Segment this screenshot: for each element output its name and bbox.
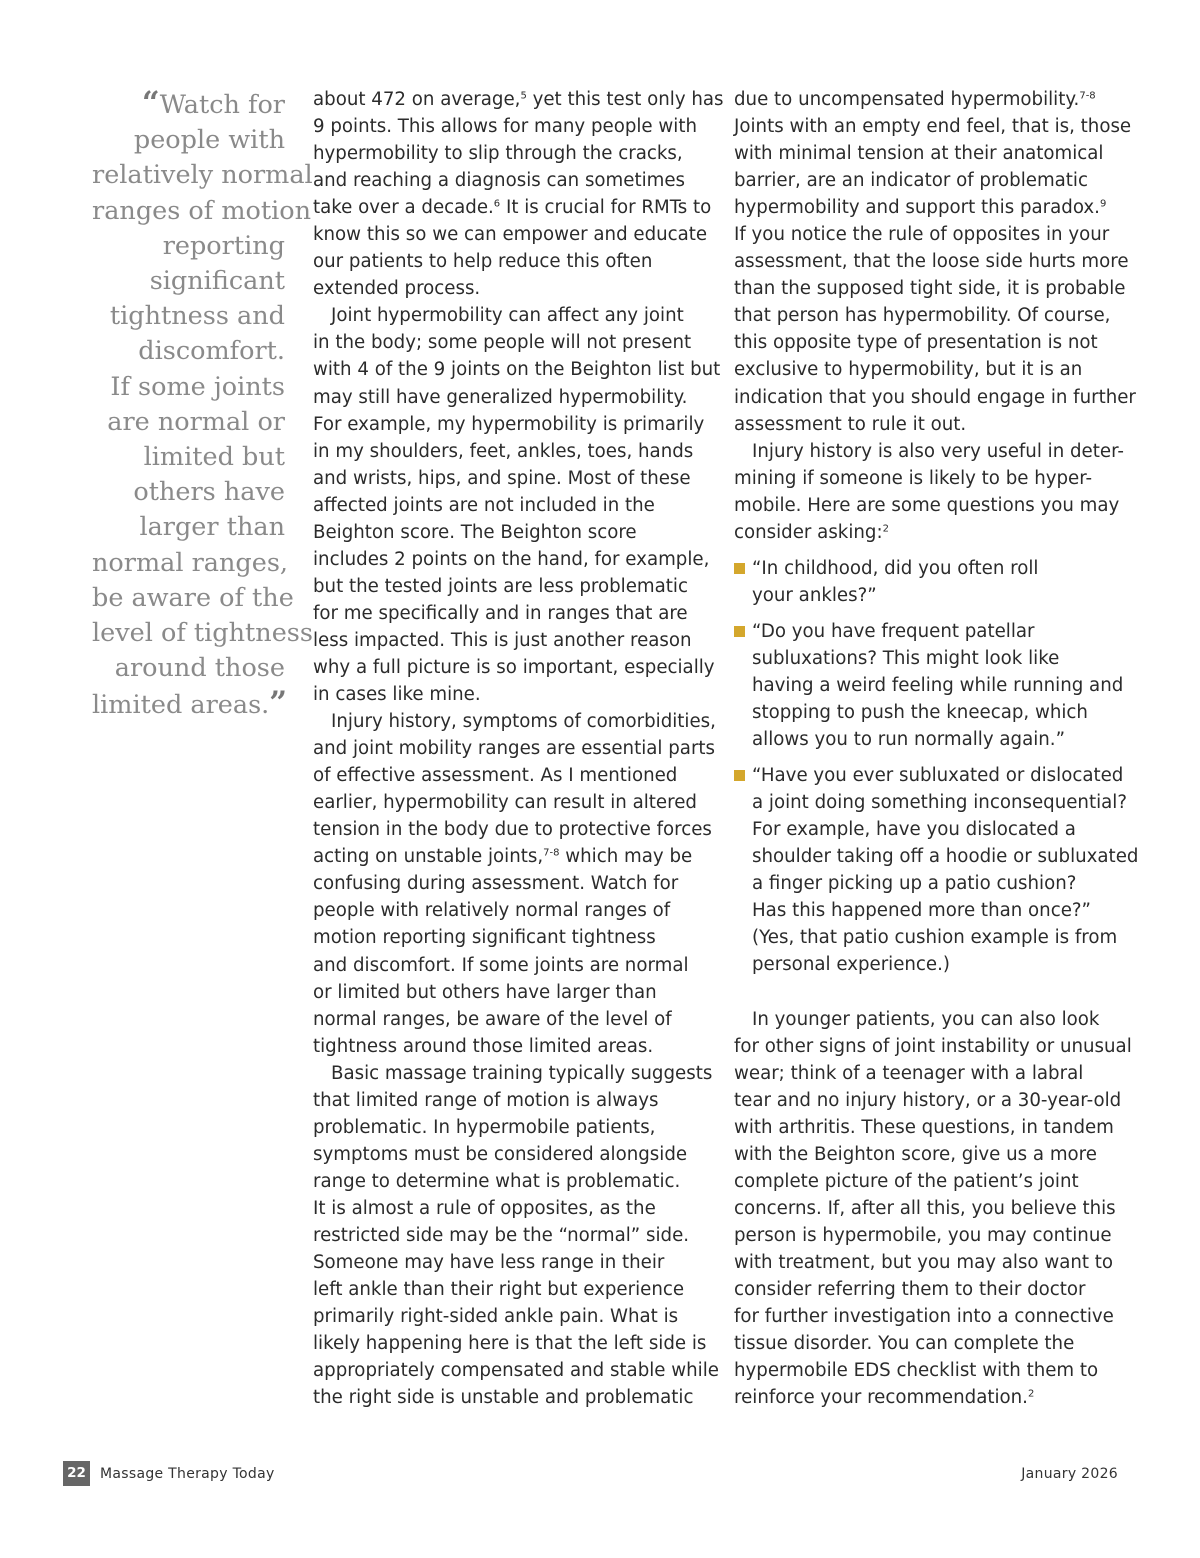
spacer (734, 546, 1134, 555)
text-line: problematic. In hypermobile patients, (313, 1116, 656, 1138)
bullet-line: stopping to push the kneecap, which (752, 702, 1088, 724)
text-line: wear; think of a teenager with a labral (734, 1062, 1084, 1084)
text-line: in my shoulders, feet, ankles, toes, hands (313, 440, 694, 462)
text-line: and joint mobility ranges are essential parts (313, 738, 716, 760)
text-line: Basic massage training typically suggests (331, 1062, 713, 1084)
text-line: 9 points. This allows for many people with (313, 116, 697, 138)
text-line: Joint hypermobility can affect any joint (331, 305, 684, 327)
text-line: restricted side may be the “normal” side. (313, 1224, 690, 1246)
text-line: likely happening here is that the left side is (313, 1333, 707, 1355)
pull-quote-line: “Watch for (141, 85, 285, 121)
bullet-line: subluxations? This might look like (752, 647, 1060, 669)
text-line: tissue disorder. You can complete the (734, 1333, 1075, 1355)
text-line: or limited but others have larger than (313, 981, 657, 1003)
text-line: in the body; some people will not present (313, 332, 692, 354)
pull-quote-line: tightness and (109, 301, 285, 332)
text-line: our patients to help reduce this often (313, 251, 653, 273)
reference-superscript: 6 (493, 198, 501, 210)
text-line: symptoms must be considered alongside (313, 1143, 688, 1165)
text-line: reinforce your recommendation.$^2$ (734, 1387, 1035, 1409)
text-line: In younger patients, you can also look (752, 1008, 1100, 1030)
text-line: earlier, hypermobility can result in altered (313, 792, 697, 814)
text-line: Joints with an empty end feel, that is, those (734, 116, 1132, 138)
text-line: complete picture of the patient’s joint (734, 1170, 1079, 1192)
text-line: with the Beighton score, give us a more (734, 1143, 1097, 1165)
text-line: tear and no injury history, or a 30-year-old (734, 1089, 1122, 1111)
reference-superscript: 7-8 (543, 847, 560, 859)
text-line: for me specifically and in ranges that are (313, 602, 688, 624)
text-line: exclusive to hypermobility, but it is an (734, 359, 1083, 381)
bullet-line: allows you to run normally again.” (752, 729, 1066, 751)
text-line: assessment, that the loose side hurts more (734, 251, 1129, 273)
text-line: acting on unstable joints,$^{7-8}$ which may be (313, 846, 693, 868)
text-line: with 4 of the 9 joints on the Beighton list but (313, 359, 721, 381)
text-line: for further investigation into a connective (734, 1306, 1114, 1328)
text-line: barrier, are an indicator of problematic (734, 170, 1088, 192)
bullet-line: For example, have you dislocated a (752, 819, 1076, 841)
text-line: For example, my hypermobility is primarily (313, 413, 705, 435)
pull-quote-line: ranges of motion (92, 195, 312, 226)
bullet-line: Has this happened more than once?” (752, 900, 1091, 922)
pull-quote-line: are normal or (107, 406, 285, 437)
reference-superscript: 9 (1099, 198, 1107, 210)
text-line: but the tested joints are less problematic (313, 575, 688, 597)
text-line: Beighton score. The Beighton score (313, 521, 637, 543)
text-line: take over a decade.$^6$ It is crucial for RMTs to (313, 197, 712, 219)
text-line: with arthritis. These questions, in tandem (734, 1116, 1114, 1138)
question-bullet (734, 618, 1134, 753)
text-line: with treatment, but you may also want to (734, 1251, 1114, 1273)
pull-quote-line: relatively normal (92, 160, 313, 191)
text-line: If you notice the rule of opposites in your (734, 224, 1110, 246)
text-line: Someone may have less range in their (313, 1252, 665, 1274)
text-line: and reaching a diagnosis can sometimes (313, 170, 686, 192)
text-line: tension in the body due to protective forces (313, 819, 712, 841)
text-line: in cases like mine. (313, 684, 481, 706)
text-line: person is hypermobile, you may continue (734, 1224, 1112, 1246)
text-line: appropriately compensated and stable while (313, 1360, 719, 1382)
page-number: 22 (63, 1461, 90, 1486)
question-bullet (734, 555, 1134, 609)
page-footer (63, 1461, 1118, 1487)
pull-quote-line: people with (133, 125, 285, 156)
text-line: about 472 on average,$^5$ yet this test only has (313, 89, 724, 110)
reference-superscript: 7-8 (1079, 90, 1096, 102)
text-line: due to uncompensated hypermobility.$^{7-8}$ (734, 89, 1096, 110)
bullet-square-icon (734, 626, 745, 637)
text-line: mobile. Here are some questions you may (734, 494, 1120, 516)
pull-quote-line: discomfort. (138, 336, 285, 367)
text-line: assessment to rule it out. (734, 413, 967, 435)
bullet-line: shoulder taking off a hoodie or subluxated (752, 846, 1139, 868)
text-line: why a full picture is so important, especially (313, 656, 715, 678)
text-line: tightness around those limited areas. (313, 1035, 654, 1057)
magazine-title: Massage Therapy Today (100, 1466, 275, 1482)
text-line: normal ranges, be aware of the level of (313, 1008, 672, 1030)
text-line: may still have generalized hypermobility. (313, 386, 688, 408)
text-line: for other signs of joint instability or unusual (734, 1035, 1132, 1057)
bullet-line: a finger picking up a patio cushion? (752, 873, 1077, 895)
close-quote-mark: ” (269, 685, 288, 722)
reference-superscript: 2 (882, 523, 889, 535)
article-column-middle (313, 86, 724, 1411)
text-line: know this so we can empower and educate (313, 224, 708, 246)
pull-quote-line: larger than (139, 512, 285, 543)
issue-date: January 2026 (1021, 1466, 1118, 1482)
text-line: of effective assessment. As I mentioned (313, 765, 678, 787)
pull-quote-line: level of tightness (92, 618, 313, 649)
text-line: motion reporting significant tightness (313, 927, 656, 949)
text-line: confusing during assessment. Watch for (313, 873, 679, 895)
reference-superscript: 2 (1027, 1388, 1035, 1400)
bullet-line: “Have you ever subluxated or dislocated (752, 765, 1124, 787)
pull-quote-line: limited but (143, 442, 285, 473)
reference-superscript: 5 (520, 90, 527, 102)
text-line: hypermobile EDS checklist with them to (734, 1360, 1099, 1382)
text-line: primarily right-sided ankle pain. What is (313, 1306, 679, 1328)
text-line: consider referring them to their doctor (734, 1278, 1086, 1300)
text-line: hypermobility to slip through the cracks, (313, 143, 683, 165)
pull-quote-line: around those (114, 653, 285, 684)
bullet-line: (Yes, that patio cushion example is from (752, 927, 1118, 949)
pull-quote (92, 85, 313, 724)
text-line: mining if someone is likely to be hyper- (734, 467, 1093, 489)
article-column-right (734, 86, 1139, 1411)
text-line: the right side is unstable and problematic (313, 1387, 694, 1409)
text-line: that limited range of motion is always (313, 1089, 659, 1111)
pull-quote-line: normal ranges, (92, 547, 289, 578)
question-bullet (734, 762, 1139, 978)
text-line: than the supposed tight side, it is probable (734, 278, 1126, 300)
bullet-square-icon (734, 563, 745, 574)
spacer (734, 979, 1134, 1006)
text-line: less impacted. This is just another reason (313, 629, 692, 651)
pull-quote-line: If some joints (110, 371, 285, 402)
bullet-line: personal experience.) (752, 954, 951, 976)
text-line: this opposite type of presentation is not (734, 332, 1098, 354)
text-line: includes 2 points on the hand, for example, (313, 548, 710, 570)
text-line: and wrists, hips, and spine. Most of these (313, 467, 691, 489)
text-line: people with relatively normal ranges of (313, 900, 671, 922)
spacer (734, 609, 1134, 618)
open-quote-mark: “ (141, 85, 160, 121)
text-line: that person has hypermobility. Of course, (734, 305, 1111, 327)
text-line: It is almost a rule of opposites, as the (313, 1197, 656, 1219)
pull-quote-line: others have (133, 477, 285, 508)
bullet-line: a joint doing something inconsequential? (752, 792, 1127, 814)
text-line: left ankle than their right but experience (313, 1279, 685, 1301)
bullet-line: having a weird feeling while running and (752, 674, 1124, 696)
text-line: hypermobility and support this paradox.$^9$ (734, 197, 1107, 219)
text-line: and discomfort. If some joints are normal (313, 954, 689, 976)
text-line: range to determine what is problematic. (313, 1170, 681, 1192)
text-line: concerns. If, after all this, you believe this (734, 1197, 1116, 1219)
pull-quote-line: significant (149, 266, 285, 297)
bullet-line: “In childhood, did you often roll (752, 557, 1039, 579)
text-line: with minimal tension at their anatomical (734, 143, 1104, 165)
text-line: affected joints are not included in the (313, 494, 655, 516)
pull-quote-line: reporting (162, 230, 285, 261)
text-line: Injury history, symptoms of comorbidities, (331, 711, 716, 733)
text-line: extended process. (313, 278, 481, 300)
bullet-line: “Do you have frequent patellar (752, 620, 1035, 642)
text-line: indication that you should engage in further (734, 386, 1136, 408)
text-line: Injury history is also very useful in deter- (752, 440, 1124, 462)
bullet-line: your ankles?” (752, 584, 877, 606)
bullet-square-icon (734, 770, 745, 781)
text-line: consider asking:$^2$ (734, 521, 889, 543)
spacer (734, 753, 1134, 762)
pull-quote-line: limited areas.” (92, 685, 288, 722)
pull-quote-line: be aware of the (92, 582, 294, 613)
